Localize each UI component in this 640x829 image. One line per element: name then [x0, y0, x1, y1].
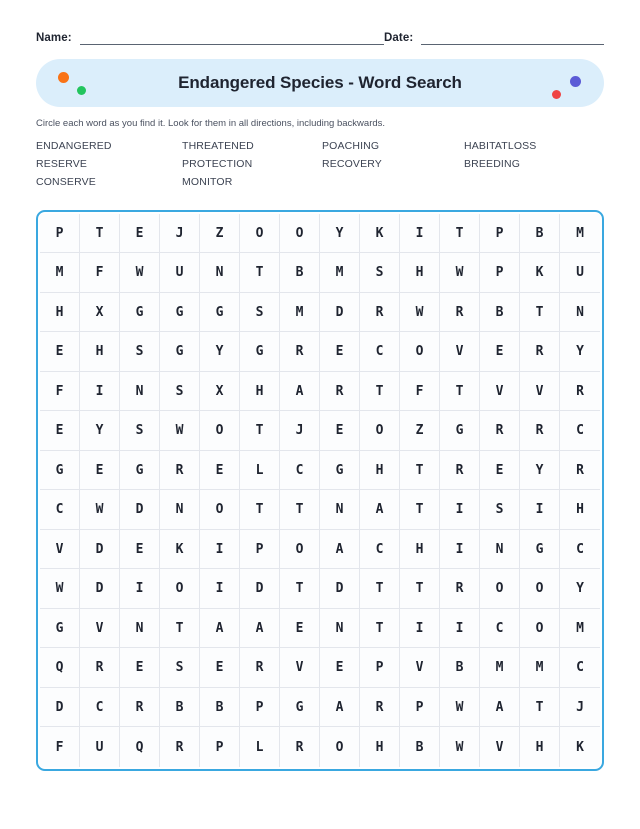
grid-cell[interactable]: I: [200, 530, 240, 570]
grid-cell[interactable]: J: [560, 688, 600, 728]
grid-cell[interactable]: E: [280, 609, 320, 649]
grid-cell[interactable]: I: [400, 214, 440, 254]
grid-cell[interactable]: Z: [400, 411, 440, 451]
grid-cell[interactable]: T: [400, 451, 440, 491]
grid-cell[interactable]: W: [40, 569, 80, 609]
grid-cell[interactable]: G: [200, 293, 240, 333]
decorative-dot-green-icon: [77, 86, 86, 95]
grid-cell[interactable]: E: [480, 332, 520, 372]
grid-cell[interactable]: I: [120, 569, 160, 609]
grid-cell[interactable]: R: [560, 372, 600, 412]
grid-cell[interactable]: T: [240, 253, 280, 293]
word-list-item[interactable]: RESERVE: [36, 157, 88, 170]
grid-cell[interactable]: E: [200, 648, 240, 688]
grid-cell[interactable]: U: [160, 253, 200, 293]
grid-cell[interactable]: C: [560, 530, 600, 570]
grid-cell[interactable]: R: [160, 727, 200, 767]
grid-cell[interactable]: C: [40, 490, 80, 530]
word-list: [36, 140, 604, 188]
grid-cell[interactable]: S: [480, 490, 520, 530]
grid-cell[interactable]: V: [520, 372, 560, 412]
grid-cell[interactable]: K: [160, 530, 200, 570]
grid-cell[interactable]: C: [560, 411, 600, 451]
grid-cell[interactable]: Y: [200, 332, 240, 372]
grid-cell[interactable]: G: [320, 451, 360, 491]
grid-cell[interactable]: A: [200, 609, 240, 649]
grid-cell[interactable]: M: [560, 609, 600, 649]
word-list-item[interactable]: CONSERVE: [36, 175, 96, 188]
instructions-text: Circle each word as you find it. Look for them in all directions, including backwards.: [36, 118, 386, 129]
grid-cell[interactable]: H: [520, 727, 560, 767]
grid-cell[interactable]: G: [520, 530, 560, 570]
grid-cell[interactable]: N: [320, 609, 360, 649]
grid-cell[interactable]: G: [280, 688, 320, 728]
grid-cell[interactable]: T: [160, 609, 200, 649]
grid-cell[interactable]: N: [160, 490, 200, 530]
grid-cell[interactable]: E: [480, 451, 520, 491]
grid-cell[interactable]: M: [560, 214, 600, 254]
grid-cell[interactable]: B: [280, 253, 320, 293]
grid-cell[interactable]: U: [560, 253, 600, 293]
grid-cell[interactable]: I: [400, 609, 440, 649]
grid-cell[interactable]: C: [560, 648, 600, 688]
grid-cell[interactable]: A: [360, 490, 400, 530]
word-list-item[interactable]: BREEDING: [464, 157, 521, 170]
grid-cell[interactable]: N: [480, 530, 520, 570]
grid-cell[interactable]: Y: [320, 214, 360, 254]
grid-cell[interactable]: W: [400, 293, 440, 333]
grid-cell[interactable]: Q: [40, 648, 80, 688]
grid-cell[interactable]: B: [200, 688, 240, 728]
grid-cell[interactable]: F: [40, 727, 80, 767]
grid-cell[interactable]: J: [160, 214, 200, 254]
grid-cell[interactable]: N: [320, 490, 360, 530]
word-list-item[interactable]: PROTECTION: [182, 157, 253, 170]
grid-cell[interactable]: D: [320, 293, 360, 333]
grid-cell[interactable]: O: [400, 332, 440, 372]
grid-cell[interactable]: T: [360, 372, 400, 412]
grid-cell[interactable]: T: [360, 569, 400, 609]
grid-cell[interactable]: A: [320, 530, 360, 570]
grid-cell[interactable]: M: [480, 648, 520, 688]
grid-cell[interactable]: W: [440, 253, 480, 293]
grid-cell[interactable]: D: [320, 569, 360, 609]
date-input-line[interactable]: [421, 30, 604, 45]
grid-cell[interactable]: P: [400, 688, 440, 728]
grid-cell[interactable]: R: [80, 648, 120, 688]
grid-cell[interactable]: I: [520, 490, 560, 530]
date-label: Date:: [384, 32, 414, 44]
grid-cell[interactable]: D: [80, 569, 120, 609]
grid-cell[interactable]: K: [360, 214, 400, 254]
grid-cell[interactable]: C: [80, 688, 120, 728]
grid-cell[interactable]: W: [160, 411, 200, 451]
word-list-item[interactable]: HABITATLOSS: [464, 139, 537, 152]
grid-cell[interactable]: H: [400, 253, 440, 293]
grid-cell[interactable]: G: [240, 332, 280, 372]
page-title: Endangered Species - Word Search: [178, 73, 462, 92]
word-list-item[interactable]: RECOVERY: [322, 157, 382, 170]
grid-cell[interactable]: R: [240, 648, 280, 688]
grid-cell[interactable]: O: [280, 214, 320, 254]
word-search-grid-container: [36, 210, 604, 771]
grid-cell[interactable]: T: [280, 569, 320, 609]
grid-cell[interactable]: W: [440, 688, 480, 728]
name-field-group: [36, 30, 384, 45]
grid-cell[interactable]: C: [480, 609, 520, 649]
grid-cell[interactable]: S: [240, 293, 280, 333]
grid-cell[interactable]: T: [80, 214, 120, 254]
grid-cell[interactable]: R: [440, 451, 480, 491]
grid-cell[interactable]: R: [440, 569, 480, 609]
grid-cell[interactable]: E: [320, 648, 360, 688]
grid-cell[interactable]: T: [280, 490, 320, 530]
grid-cell[interactable]: O: [160, 569, 200, 609]
grid-cell[interactable]: H: [360, 727, 400, 767]
grid-cell[interactable]: O: [480, 569, 520, 609]
grid-cell[interactable]: Y: [560, 332, 600, 372]
grid-cell[interactable]: S: [120, 332, 160, 372]
grid-cell[interactable]: O: [320, 727, 360, 767]
grid-cell[interactable]: V: [280, 648, 320, 688]
grid-cell[interactable]: V: [40, 530, 80, 570]
grid-cell[interactable]: P: [480, 214, 520, 254]
grid-cell[interactable]: J: [280, 411, 320, 451]
decorative-dot-orange-icon: [58, 72, 69, 83]
grid-cell[interactable]: R: [360, 293, 400, 333]
grid-cell[interactable]: O: [240, 214, 280, 254]
grid-cell[interactable]: G: [120, 451, 160, 491]
grid-cell[interactable]: Y: [560, 569, 600, 609]
grid-cell[interactable]: G: [40, 609, 80, 649]
grid-cell[interactable]: O: [280, 530, 320, 570]
grid-cell[interactable]: H: [80, 332, 120, 372]
grid-cell[interactable]: Q: [120, 727, 160, 767]
grid-cell[interactable]: A: [480, 688, 520, 728]
grid-cell[interactable]: O: [520, 609, 560, 649]
grid-cell[interactable]: M: [520, 648, 560, 688]
grid-cell[interactable]: S: [160, 372, 200, 412]
decorative-dot-red-icon: [552, 90, 561, 99]
student-info-row: [36, 0, 604, 45]
word-search-grid[interactable]: [40, 214, 600, 767]
grid-cell[interactable]: E: [40, 411, 80, 451]
grid-cell[interactable]: G: [120, 293, 160, 333]
grid-cell[interactable]: E: [320, 411, 360, 451]
grid-cell[interactable]: R: [120, 688, 160, 728]
grid-cell[interactable]: G: [160, 332, 200, 372]
grid-cell[interactable]: X: [200, 372, 240, 412]
grid-cell[interactable]: P: [240, 688, 280, 728]
grid-cell[interactable]: R: [160, 451, 200, 491]
grid-cell[interactable]: I: [200, 569, 240, 609]
grid-cell[interactable]: T: [400, 490, 440, 530]
grid-cell[interactable]: N: [560, 293, 600, 333]
word-list-item[interactable]: ENDANGERED: [36, 139, 112, 152]
grid-cell[interactable]: E: [120, 648, 160, 688]
grid-cell[interactable]: H: [40, 293, 80, 333]
grid-cell[interactable]: C: [360, 530, 400, 570]
grid-cell[interactable]: E: [40, 332, 80, 372]
grid-cell[interactable]: W: [440, 727, 480, 767]
grid-cell[interactable]: R: [520, 411, 560, 451]
grid-cell[interactable]: O: [520, 569, 560, 609]
grid-cell[interactable]: V: [400, 648, 440, 688]
grid-cell[interactable]: T: [520, 293, 560, 333]
grid-cell[interactable]: U: [80, 727, 120, 767]
grid-cell[interactable]: E: [80, 451, 120, 491]
grid-cell[interactable]: D: [40, 688, 80, 728]
grid-cell[interactable]: N: [120, 609, 160, 649]
word-list-item[interactable]: MONITOR: [182, 175, 233, 188]
grid-cell[interactable]: B: [520, 214, 560, 254]
grid-cell[interactable]: E: [320, 332, 360, 372]
word-list-item[interactable]: POACHING: [322, 139, 380, 152]
grid-cell[interactable]: E: [200, 451, 240, 491]
grid-cell[interactable]: E: [120, 214, 160, 254]
grid-cell[interactable]: S: [120, 411, 160, 451]
grid-cell[interactable]: I: [80, 372, 120, 412]
grid-cell[interactable]: K: [560, 727, 600, 767]
grid-cell[interactable]: M: [320, 253, 360, 293]
grid-cell[interactable]: P: [480, 253, 520, 293]
grid-cell[interactable]: T: [440, 214, 480, 254]
grid-cell[interactable]: O: [200, 490, 240, 530]
grid-cell[interactable]: M: [280, 293, 320, 333]
decorative-dot-blue-icon: [570, 76, 581, 87]
grid-cell[interactable]: S: [360, 253, 400, 293]
grid-cell[interactable]: V: [80, 609, 120, 649]
grid-cell[interactable]: H: [240, 372, 280, 412]
grid-cell[interactable]: Y: [80, 411, 120, 451]
grid-cell[interactable]: T: [520, 688, 560, 728]
word-list-item[interactable]: THREATENED: [182, 139, 254, 152]
grid-cell[interactable]: R: [560, 451, 600, 491]
grid-cell[interactable]: R: [280, 332, 320, 372]
grid-cell[interactable]: F: [40, 372, 80, 412]
grid-cell[interactable]: R: [440, 293, 480, 333]
grid-cell[interactable]: R: [520, 332, 560, 372]
grid-cell[interactable]: R: [320, 372, 360, 412]
grid-cell[interactable]: G: [160, 293, 200, 333]
date-field-group: [384, 30, 604, 45]
grid-cell[interactable]: F: [400, 372, 440, 412]
grid-cell[interactable]: T: [360, 609, 400, 649]
grid-cell[interactable]: C: [360, 332, 400, 372]
grid-cell[interactable]: I: [440, 490, 480, 530]
grid-cell[interactable]: A: [320, 688, 360, 728]
grid-cell[interactable]: T: [440, 372, 480, 412]
grid-cell[interactable]: H: [360, 451, 400, 491]
grid-cell[interactable]: N: [120, 372, 160, 412]
grid-cell[interactable]: W: [120, 253, 160, 293]
grid-cell[interactable]: L: [240, 451, 280, 491]
grid-cell[interactable]: D: [120, 490, 160, 530]
grid-cell[interactable]: P: [240, 530, 280, 570]
grid-cell[interactable]: B: [440, 648, 480, 688]
grid-cell[interactable]: P: [200, 727, 240, 767]
grid-cell[interactable]: T: [240, 411, 280, 451]
grid-cell[interactable]: R: [480, 411, 520, 451]
grid-cell[interactable]: H: [560, 490, 600, 530]
grid-cell[interactable]: P: [40, 214, 80, 254]
grid-cell[interactable]: I: [440, 609, 480, 649]
grid-cell[interactable]: S: [160, 648, 200, 688]
grid-cell[interactable]: B: [400, 727, 440, 767]
grid-cell[interactable]: D: [240, 569, 280, 609]
grid-cell[interactable]: V: [480, 372, 520, 412]
grid-cell[interactable]: E: [120, 530, 160, 570]
grid-cell[interactable]: C: [280, 451, 320, 491]
grid-cell[interactable]: R: [280, 727, 320, 767]
grid-cell[interactable]: Z: [200, 214, 240, 254]
grid-cell[interactable]: V: [480, 727, 520, 767]
name-label: Name:: [36, 32, 72, 44]
grid-cell[interactable]: G: [40, 451, 80, 491]
grid-cell[interactable]: X: [80, 293, 120, 333]
grid-cell[interactable]: K: [520, 253, 560, 293]
grid-cell[interactable]: A: [240, 609, 280, 649]
grid-cell[interactable]: I: [440, 530, 480, 570]
grid-cell[interactable]: Y: [520, 451, 560, 491]
grid-cell[interactable]: T: [400, 569, 440, 609]
grid-cell[interactable]: G: [440, 411, 480, 451]
grid-cell[interactable]: O: [360, 411, 400, 451]
grid-cell[interactable]: L: [240, 727, 280, 767]
title-banner: [36, 59, 604, 107]
grid-cell[interactable]: B: [480, 293, 520, 333]
grid-cell[interactable]: P: [360, 648, 400, 688]
grid-cell[interactable]: M: [40, 253, 80, 293]
grid-cell[interactable]: D: [80, 530, 120, 570]
grid-cell[interactable]: V: [440, 332, 480, 372]
grid-cell[interactable]: O: [200, 411, 240, 451]
grid-cell[interactable]: F: [80, 253, 120, 293]
grid-cell[interactable]: N: [200, 253, 240, 293]
grid-cell[interactable]: B: [160, 688, 200, 728]
grid-cell[interactable]: W: [80, 490, 120, 530]
grid-cell[interactable]: H: [400, 530, 440, 570]
grid-cell[interactable]: T: [240, 490, 280, 530]
grid-cell[interactable]: A: [280, 372, 320, 412]
name-input-line[interactable]: [80, 30, 384, 45]
grid-cell[interactable]: R: [360, 688, 400, 728]
